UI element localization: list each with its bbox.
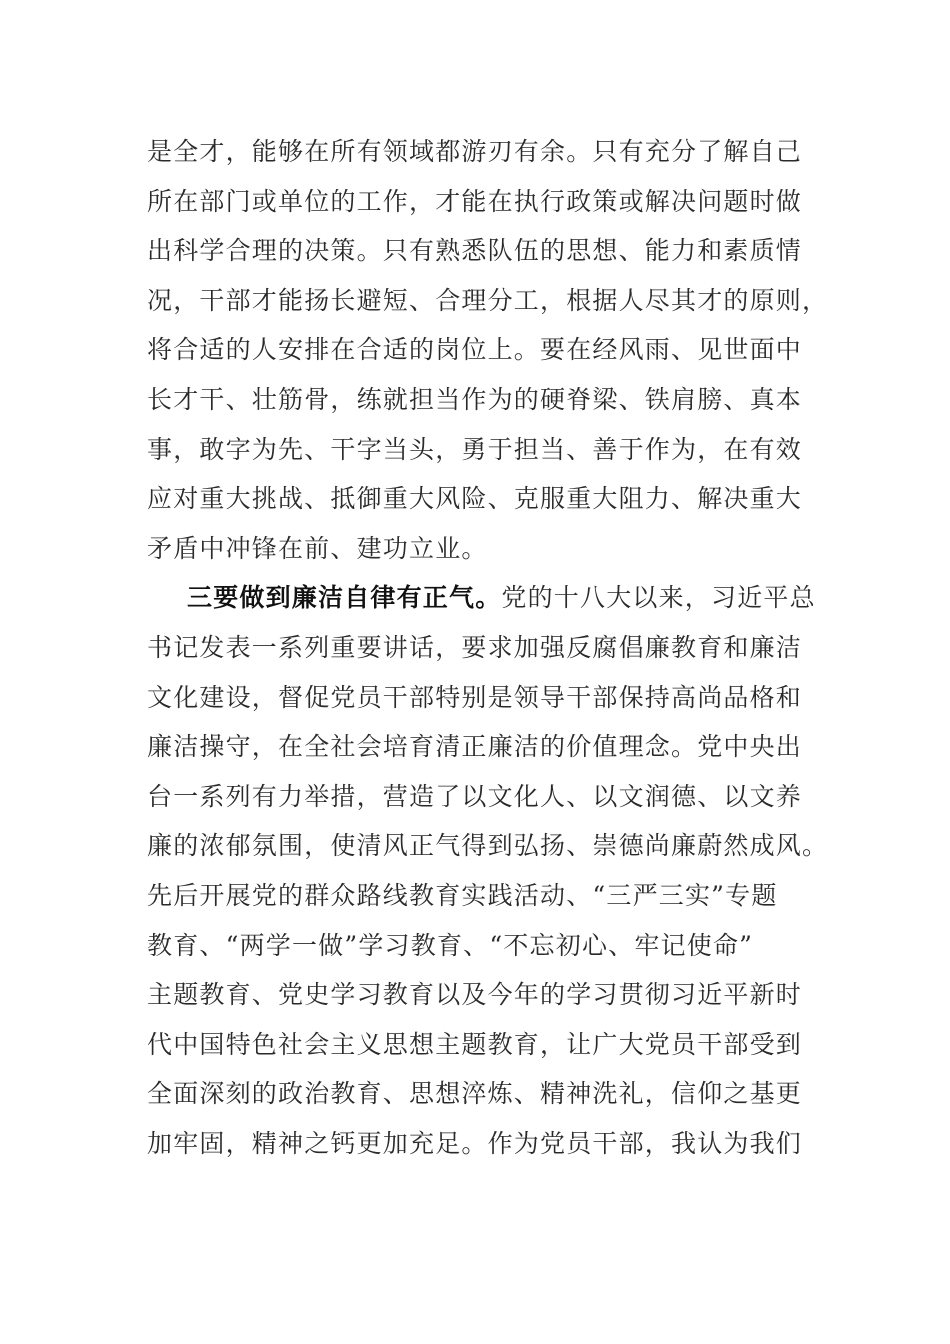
text-line: 应对重大挑战、抵御重大风险、克服重大阻力、解决重大 bbox=[147, 484, 803, 514]
text-line: 将合适的人安排在合适的岗位上。要在经风雨、见世面中 bbox=[147, 335, 803, 365]
text-line: 廉洁操守，在全社会培育清正廉洁的价值理念。党中央出 bbox=[147, 732, 803, 762]
text-line: 长才干、壮筋骨，练就担当作为的硬脊梁、铁肩膀、真本 bbox=[147, 384, 803, 414]
text-line-first bbox=[147, 573, 816, 623]
section-heading: 三要做到廉洁自律有正气。 bbox=[187, 583, 502, 613]
text-run: 党的十八大以来，习近平总 bbox=[501, 583, 816, 613]
text-line: 事，敢字为先、干字当头，勇于担当、善于作为，在有效 bbox=[147, 434, 803, 464]
text-line: 全面深刻的政治教育、思想淬炼、精神洗礼，信仰之基更 bbox=[147, 1079, 803, 1109]
text-line: 是全才，能够在所有领域都游刃有余。只有充分了解自己 bbox=[147, 137, 803, 166]
text-line: 廉的浓郁氛围，使清风正气得到弘扬、崇德尚廉蔚然成风。 bbox=[147, 831, 829, 861]
text-line: 所在部门或单位的工作，才能在执行政策或解决问题时做 bbox=[147, 186, 803, 216]
text-line: 加牢固，精神之钙更加充足。作为党员干部，我认为我们 bbox=[147, 1128, 803, 1158]
paragraph-2 bbox=[147, 573, 829, 1168]
text-line: 代中国特色社会主义思想主题教育，让广大党员干部受到 bbox=[147, 1029, 803, 1059]
text-line: 书记发表一系列重要讲话，要求加强反腐倡廉教育和廉洁 bbox=[147, 632, 803, 662]
text-line: 况，干部才能扬长避短、合理分工，根据人尽其才的原则， bbox=[147, 285, 829, 315]
paragraph-1 bbox=[147, 127, 829, 573]
text-line: 主题教育、党史学习教育以及今年的学习贯彻习近平新时 bbox=[147, 980, 803, 1010]
text-line: 文化建设，督促党员干部特别是领导干部保持高尚品格和 bbox=[147, 682, 803, 712]
text-line: 矛盾中冲锋在前、建功立业。 bbox=[147, 533, 488, 563]
text-line: 教育、“两学一做”学习教育、“不忘初心、牢记使命” bbox=[147, 930, 754, 960]
document-body bbox=[147, 127, 829, 1168]
text-line: 出科学合理的决策。只有熟悉队伍的思想、能力和素质情 bbox=[147, 236, 803, 266]
text-line: 先后开展党的群众路线教育实践活动、“三严三实”专题 bbox=[147, 880, 778, 910]
text-line: 台一系列有力举措，营造了以文化人、以文润德、以文养 bbox=[147, 781, 803, 811]
